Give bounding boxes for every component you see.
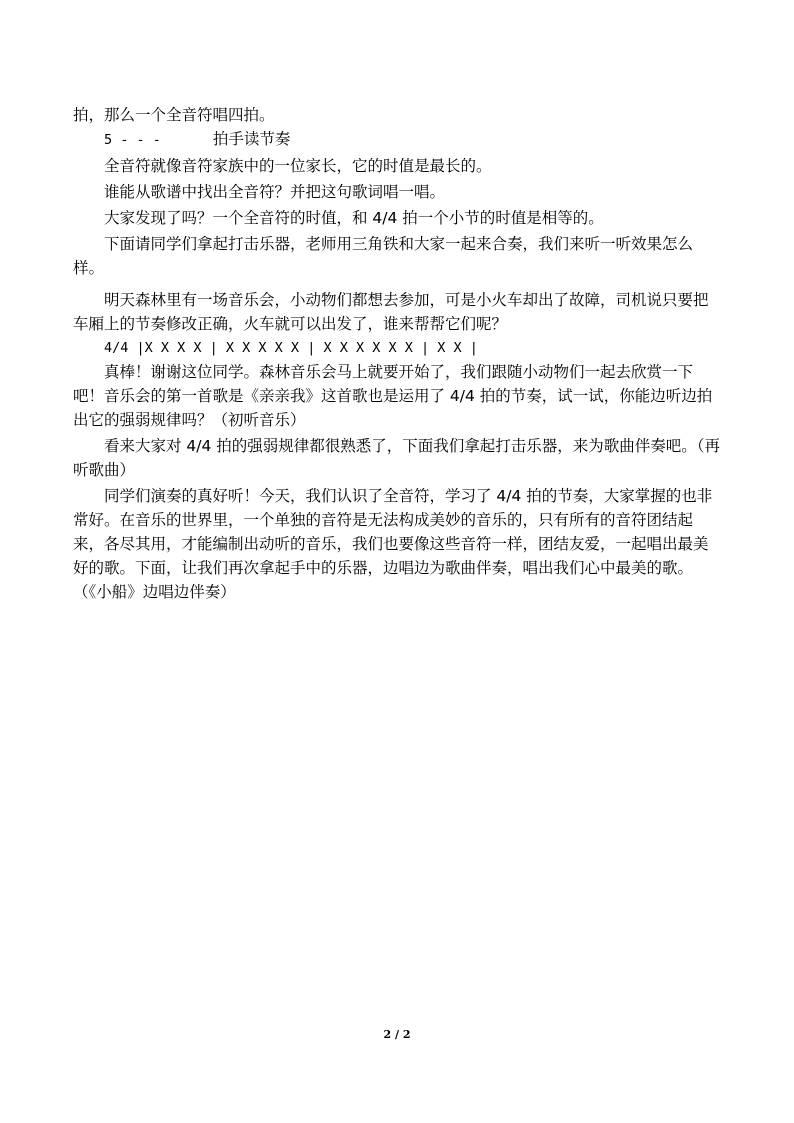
rhythm-exercise-line: 4/4 |X X X X | X X X X X | X X X X X X | X X |: [104, 340, 478, 356]
paragraph-find-note: 谁能从歌谱中找出全音符？并把这句歌词唱一唱。: [104, 183, 446, 201]
paragraph-conclusion: 同学们演奏的真好听！今天，我们认识了全音符，学习了 4/4 拍的节奏，大家掌握的也非常好。在音乐的世界里，一个单独的音符是无法构成美妙的音乐的，只有所有的音符团结起来，各尽其用，才能编制出动听的音乐，我们也要像这些音符一样，团结友爱，一起唱出最美好的歌。下面，让我们再次拿起手中的乐器，边唱边为歌曲伴奏，唱出我们心中最美的歌。（《小船》边唱边伴奏）: [73, 487, 713, 601]
document-body: [73, 103, 721, 604]
rhythm-instruction: 拍手读节奏: [212, 130, 291, 148]
paragraph-instruments: 下面请同学们拿起打击乐器，老师用三角铁和大家一起来合奏，我们来听一听效果怎么样。: [73, 235, 694, 277]
paragraph-forest: 明天森林里有一场音乐会，小动物们都想去参加，可是小火车却出了故障，司机说只要把车厢上的节奏修改正确，火车就可以出发了，谁来帮帮它们呢？: [73, 291, 709, 333]
paragraph-whole-note: 全音符就像音符家族中的一位家长，它的时值是最长的。: [104, 157, 492, 175]
paragraph-great: 真棒！谢谢这位同学。森林音乐会马上就要开始了，我们跟随小动物们一起去欣赏一下吧！音乐会的第一首歌是《亲亲我》这首歌也是运用了 4/4 拍的节奏，试一试，你能边听边拍出它的强弱规律吗？（初听音乐）: [73, 363, 713, 429]
page-number: 2 / 2: [383, 1028, 411, 1041]
continuation-line: 拍，那么一个全音符唱四拍。: [73, 106, 275, 124]
rhythm-notation: 5 - - -: [104, 132, 161, 148]
paragraph-discover: 大家发现了吗？一个全音符的时值，和 4/4 拍一个小节的时值是相等的。: [104, 209, 604, 227]
paragraph-familiar: 看来大家对 4/4 拍的强弱规律都很熟悉了，下面我们拿起打击乐器，来为歌曲伴奏吧。（再听歌曲）: [73, 437, 721, 479]
whole-note-rhythm-line: [73, 127, 721, 152]
